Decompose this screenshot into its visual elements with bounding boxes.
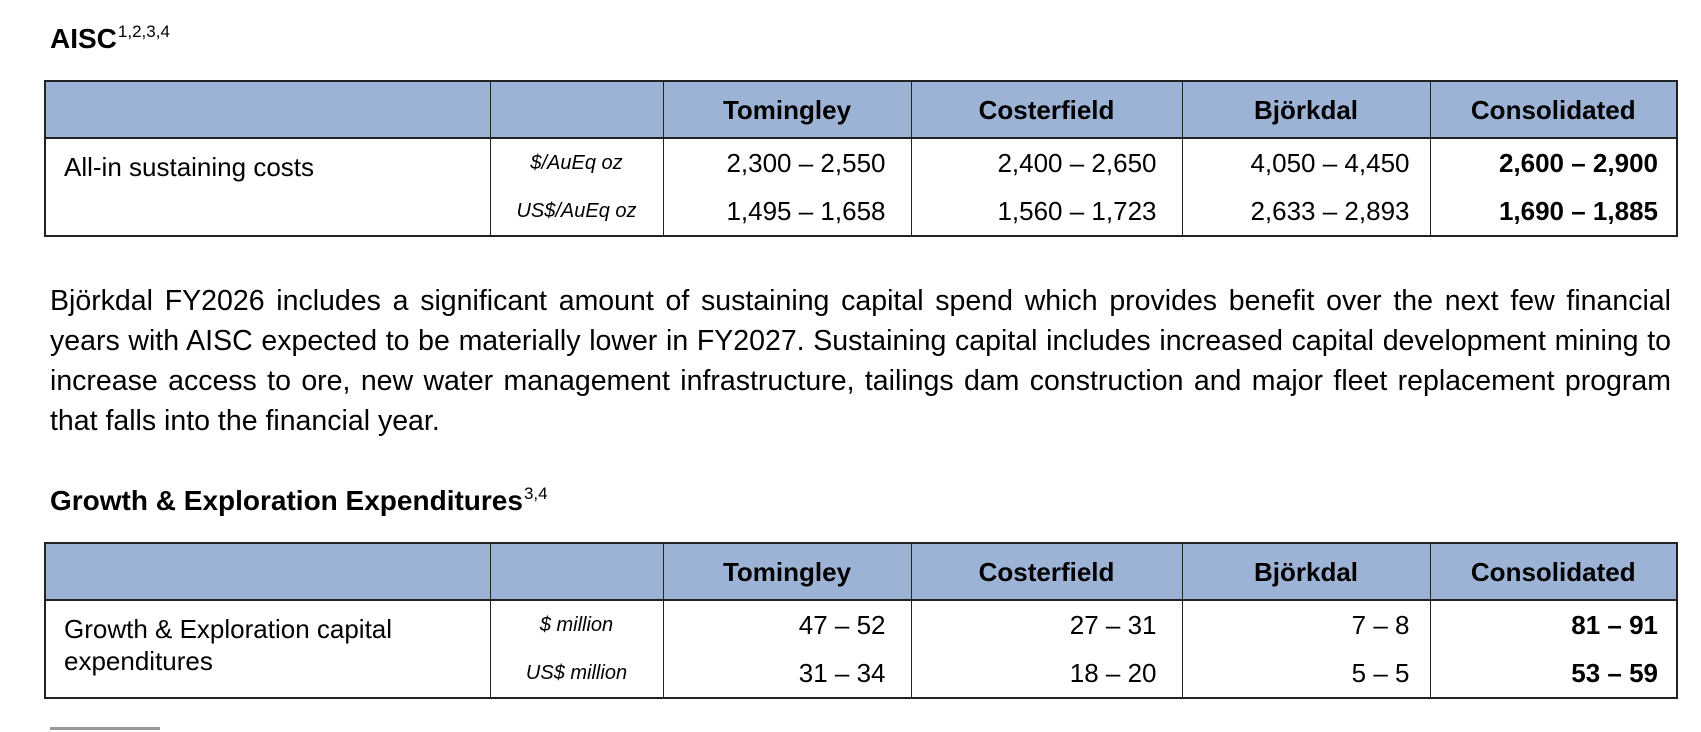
- aisc-table: [44, 80, 1678, 237]
- value-bjorkdal: 2,633 – 2,893: [1182, 187, 1430, 236]
- header-bjorkdal: Björkdal: [1182, 81, 1430, 138]
- value-tomingley: 1,495 – 1,658: [663, 187, 911, 236]
- value-bjorkdal: 4,050 – 4,450: [1182, 138, 1430, 187]
- value-bjorkdal: 7 – 8: [1182, 600, 1430, 649]
- growth-heading-footnotes: 3,4: [523, 484, 548, 503]
- table-header-row: [45, 543, 1677, 600]
- aisc-heading-text: AISC: [50, 23, 117, 54]
- value-costerfield: 1,560 – 1,723: [911, 187, 1182, 236]
- value-tomingley: 31 – 34: [663, 649, 911, 698]
- value-costerfield: 27 – 31: [911, 600, 1182, 649]
- value-tomingley: 47 – 52: [663, 600, 911, 649]
- value-consolidated: 53 – 59: [1430, 649, 1677, 698]
- table-header-row: [45, 81, 1677, 138]
- header-tomingley: Tomingley: [663, 543, 911, 600]
- table-row: [45, 600, 1677, 649]
- header-cell-unit: [490, 543, 663, 600]
- header-consolidated: Consolidated: [1430, 543, 1677, 600]
- value-costerfield: 2,400 – 2,650: [911, 138, 1182, 187]
- header-costerfield: Costerfield: [911, 81, 1182, 138]
- unit-cell: $/AuEq oz: [490, 138, 663, 187]
- value-costerfield: 18 – 20: [911, 649, 1182, 698]
- value-consolidated: 2,600 – 2,900: [1430, 138, 1677, 187]
- value-tomingley: 2,300 – 2,550: [663, 138, 911, 187]
- value-bjorkdal: 5 – 5: [1182, 649, 1430, 698]
- value-consolidated: 81 – 91: [1430, 600, 1677, 649]
- growth-table: [44, 542, 1678, 699]
- table-row: [45, 138, 1677, 187]
- header-cell-unit: [490, 81, 663, 138]
- growth-heading: [50, 484, 548, 522]
- header-bjorkdal: Björkdal: [1182, 543, 1430, 600]
- unit-cell: US$ million: [490, 649, 663, 698]
- header-costerfield: Costerfield: [911, 543, 1182, 600]
- header-consolidated: Consolidated: [1430, 81, 1677, 138]
- body-paragraph: Björkdal FY2026 includes a significant amount of sustaining capital spend which provides benefit over the next few financial years with AISC expected to be materially lower in FY2027. Sustaining capital includes increased capital development mining to increase access to ore, new water management infrastructure, tailings dam construction and major fleet replacement program that falls into the financial year.: [50, 285, 1671, 437]
- aisc-heading: [50, 22, 170, 60]
- unit-cell: $ million: [490, 600, 663, 649]
- value-consolidated: 1,690 – 1,885: [1430, 187, 1677, 236]
- header-cell-blank: [45, 81, 490, 138]
- unit-cell: US$/AuEq oz: [490, 187, 663, 236]
- row-label: Growth & Exploration capital expenditures: [45, 600, 490, 698]
- growth-heading-text: Growth & Exploration Expenditures: [50, 485, 523, 516]
- header-tomingley: Tomingley: [663, 81, 911, 138]
- header-cell-blank: [45, 543, 490, 600]
- aisc-heading-footnotes: 1,2,3,4: [117, 22, 170, 41]
- row-label: All-in sustaining costs: [45, 138, 490, 236]
